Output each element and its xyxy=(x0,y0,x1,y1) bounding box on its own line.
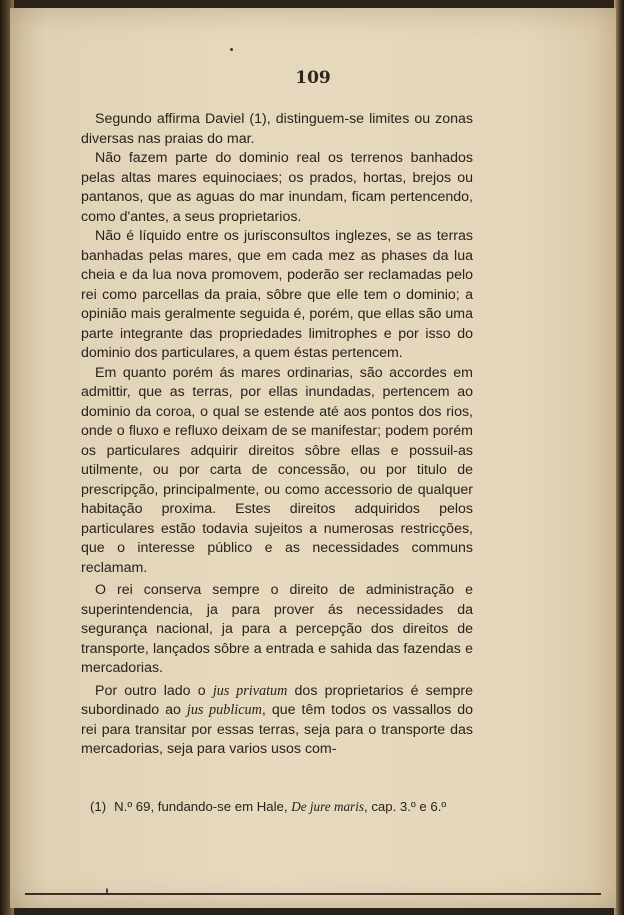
text-run: Por outro lado o xyxy=(95,682,213,699)
book-page xyxy=(10,8,616,908)
text-run: , cap. 3.º e 6.º xyxy=(364,799,447,814)
latin-term: jus publicum xyxy=(186,702,262,718)
text-run: , que têm todos os vassallos do rei para transitar por essas terras, seja para o transporte das mercadorias, seja para varios usos com- xyxy=(81,702,473,757)
page-number: 109 xyxy=(295,68,331,88)
cited-title: De jure maris xyxy=(291,799,364,814)
paragraph: Não é líquido entre os jurisconsultos inglezes, se as terras banhadas pelas mares, que em cada mez as phases da lua cheia e da lua nova promovem, poderão ser reclamadas pelo rei como parcellas da praia, sôbre que elle tem o dominio; a opinião mais geralmente seguida é, porém, que ellas são uma parte integrante das propriedades limitrophes e por isso do dominio dos particulares, a quem éstas pertencem. xyxy=(81,228,473,361)
paragraph: O rei conserva sempre o direito de administração e superintendencia, ja para prover ás necessidades da segurança nacional, ja para a percepção dos direitos de transporte, lançados sôbre a entrada e sahida das fazendas e mercadorias. xyxy=(81,582,473,676)
paper-speck xyxy=(230,48,233,51)
footnote-marker: (1) xyxy=(90,799,107,814)
text-run: dos proprietarios é sempre subordinado ao xyxy=(81,682,473,718)
footnote xyxy=(90,799,490,815)
paragraph: Em quanto porém ás mares ordinarias, são accordes em admittir, que as terras, por ellas inundadas, pertencem ao dominio da coroa, o qual se estende até aos pontos dos rios, onde o fluxo e refluxo deixam de se manifestar; podem porém os particulares adquirir direitos sôbre ellas e possuil-as utilmente, ou por carta de concessão, ou por titulo de prescripção, principalmente, ou como accessorio de qualquer habitação proxima. Estes direitos adquiridos pelos particulares estão todavia sujeitos a numerosas restricções, que o interesse público e as necessidades communs reclamam. xyxy=(81,364,473,576)
paragraph: Não fazem parte do dominio real os terrenos banhados pelas altas mares equinociaes; os prados, hortas, brejos ou pantanos, que as aguas do mar inundam, ficam pertencendo, como d'antes, a seus proprietarios. xyxy=(81,150,473,225)
page-bottom-rule xyxy=(25,893,601,895)
paragraph: Segundo affirma Daviel (1), distinguem-se limites ou zonas diversas nas praias do mar. xyxy=(81,111,473,147)
latin-term: jus privatum xyxy=(212,682,288,699)
paragraph xyxy=(81,682,473,760)
text-run: N.º 69, fundando-se em Hale, xyxy=(114,799,292,814)
body-text xyxy=(81,110,473,760)
